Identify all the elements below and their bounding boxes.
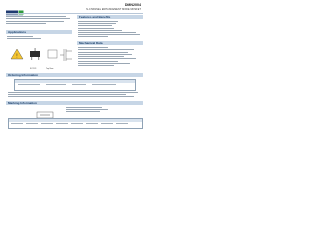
applications-title: Applications: [8, 30, 27, 34]
list-item: [78, 47, 108, 48]
part-number: DMN2004: [124, 3, 141, 7]
table-row: [15, 83, 135, 87]
part-subtitle: N-CHANNEL ENHANCEMENT MODE MOSFET: [86, 8, 141, 11]
table-row: [9, 122, 142, 125]
package-label: SOT-23: [30, 68, 37, 70]
package-view-label: Top View: [46, 68, 54, 70]
sot23-package-drawing: [8, 45, 76, 67]
list-item: [78, 21, 118, 22]
list-item: [78, 28, 114, 29]
ordering-title: Ordering Information: [8, 73, 38, 77]
applications-header: [6, 30, 72, 34]
description-block: [6, 16, 72, 24]
table-cell: [41, 123, 53, 124]
note-line: [8, 96, 134, 97]
package-figures: [8, 45, 76, 67]
table-cell: [46, 84, 66, 85]
table-cell: [86, 123, 98, 124]
table-cell: [71, 123, 83, 124]
legend-line: [66, 107, 102, 108]
features-title: Features and Benefits: [79, 15, 111, 19]
list-item: [78, 63, 130, 64]
table-cell: [116, 123, 128, 124]
table-cell: [101, 123, 113, 124]
list-item: [78, 25, 112, 26]
list-item: [7, 36, 33, 37]
list-item: [78, 58, 136, 59]
list-item: [78, 30, 122, 31]
text-line: [6, 16, 66, 17]
mechanical-list: [78, 47, 142, 66]
note-line: [8, 92, 138, 93]
applications-list: [7, 36, 67, 39]
diodes-logo: [6, 5, 28, 13]
table-cell: [92, 84, 116, 85]
text-line: [6, 21, 64, 22]
mechanical-header: [77, 41, 143, 45]
ordering-table: [14, 79, 136, 91]
date-code-table: [8, 118, 143, 129]
svg-text:!: !: [16, 53, 18, 60]
list-item: [78, 56, 124, 57]
list-item: [78, 54, 132, 55]
list-item: [7, 38, 41, 39]
marking-diagram: [34, 107, 56, 116]
list-item: [78, 34, 140, 35]
list-item: [78, 36, 108, 37]
features-list: [78, 21, 142, 37]
list-item: [78, 52, 128, 53]
marking-title: Marking Information: [8, 101, 37, 105]
note-line: [8, 94, 126, 95]
list-item: [78, 65, 114, 66]
list-item: [78, 49, 134, 50]
table-cell: [26, 123, 38, 124]
legend-line: [66, 111, 100, 112]
ordering-header: [6, 73, 143, 77]
text-line: [6, 18, 70, 19]
marking-legend: [66, 107, 126, 111]
table-cell: [11, 123, 23, 124]
ordering-notes: [8, 92, 143, 96]
table-cell: [56, 123, 68, 124]
text-line: [6, 23, 46, 24]
table-cell: [18, 84, 40, 85]
list-item: [78, 23, 116, 24]
header-rule: [6, 13, 143, 14]
list-item: [78, 61, 118, 62]
legend-line: [66, 109, 108, 110]
features-header: [77, 15, 143, 19]
marking-header: [6, 101, 143, 105]
table-cell: [72, 84, 86, 85]
mechanical-title: Mechanical Data: [79, 41, 103, 45]
list-item: [78, 32, 136, 33]
